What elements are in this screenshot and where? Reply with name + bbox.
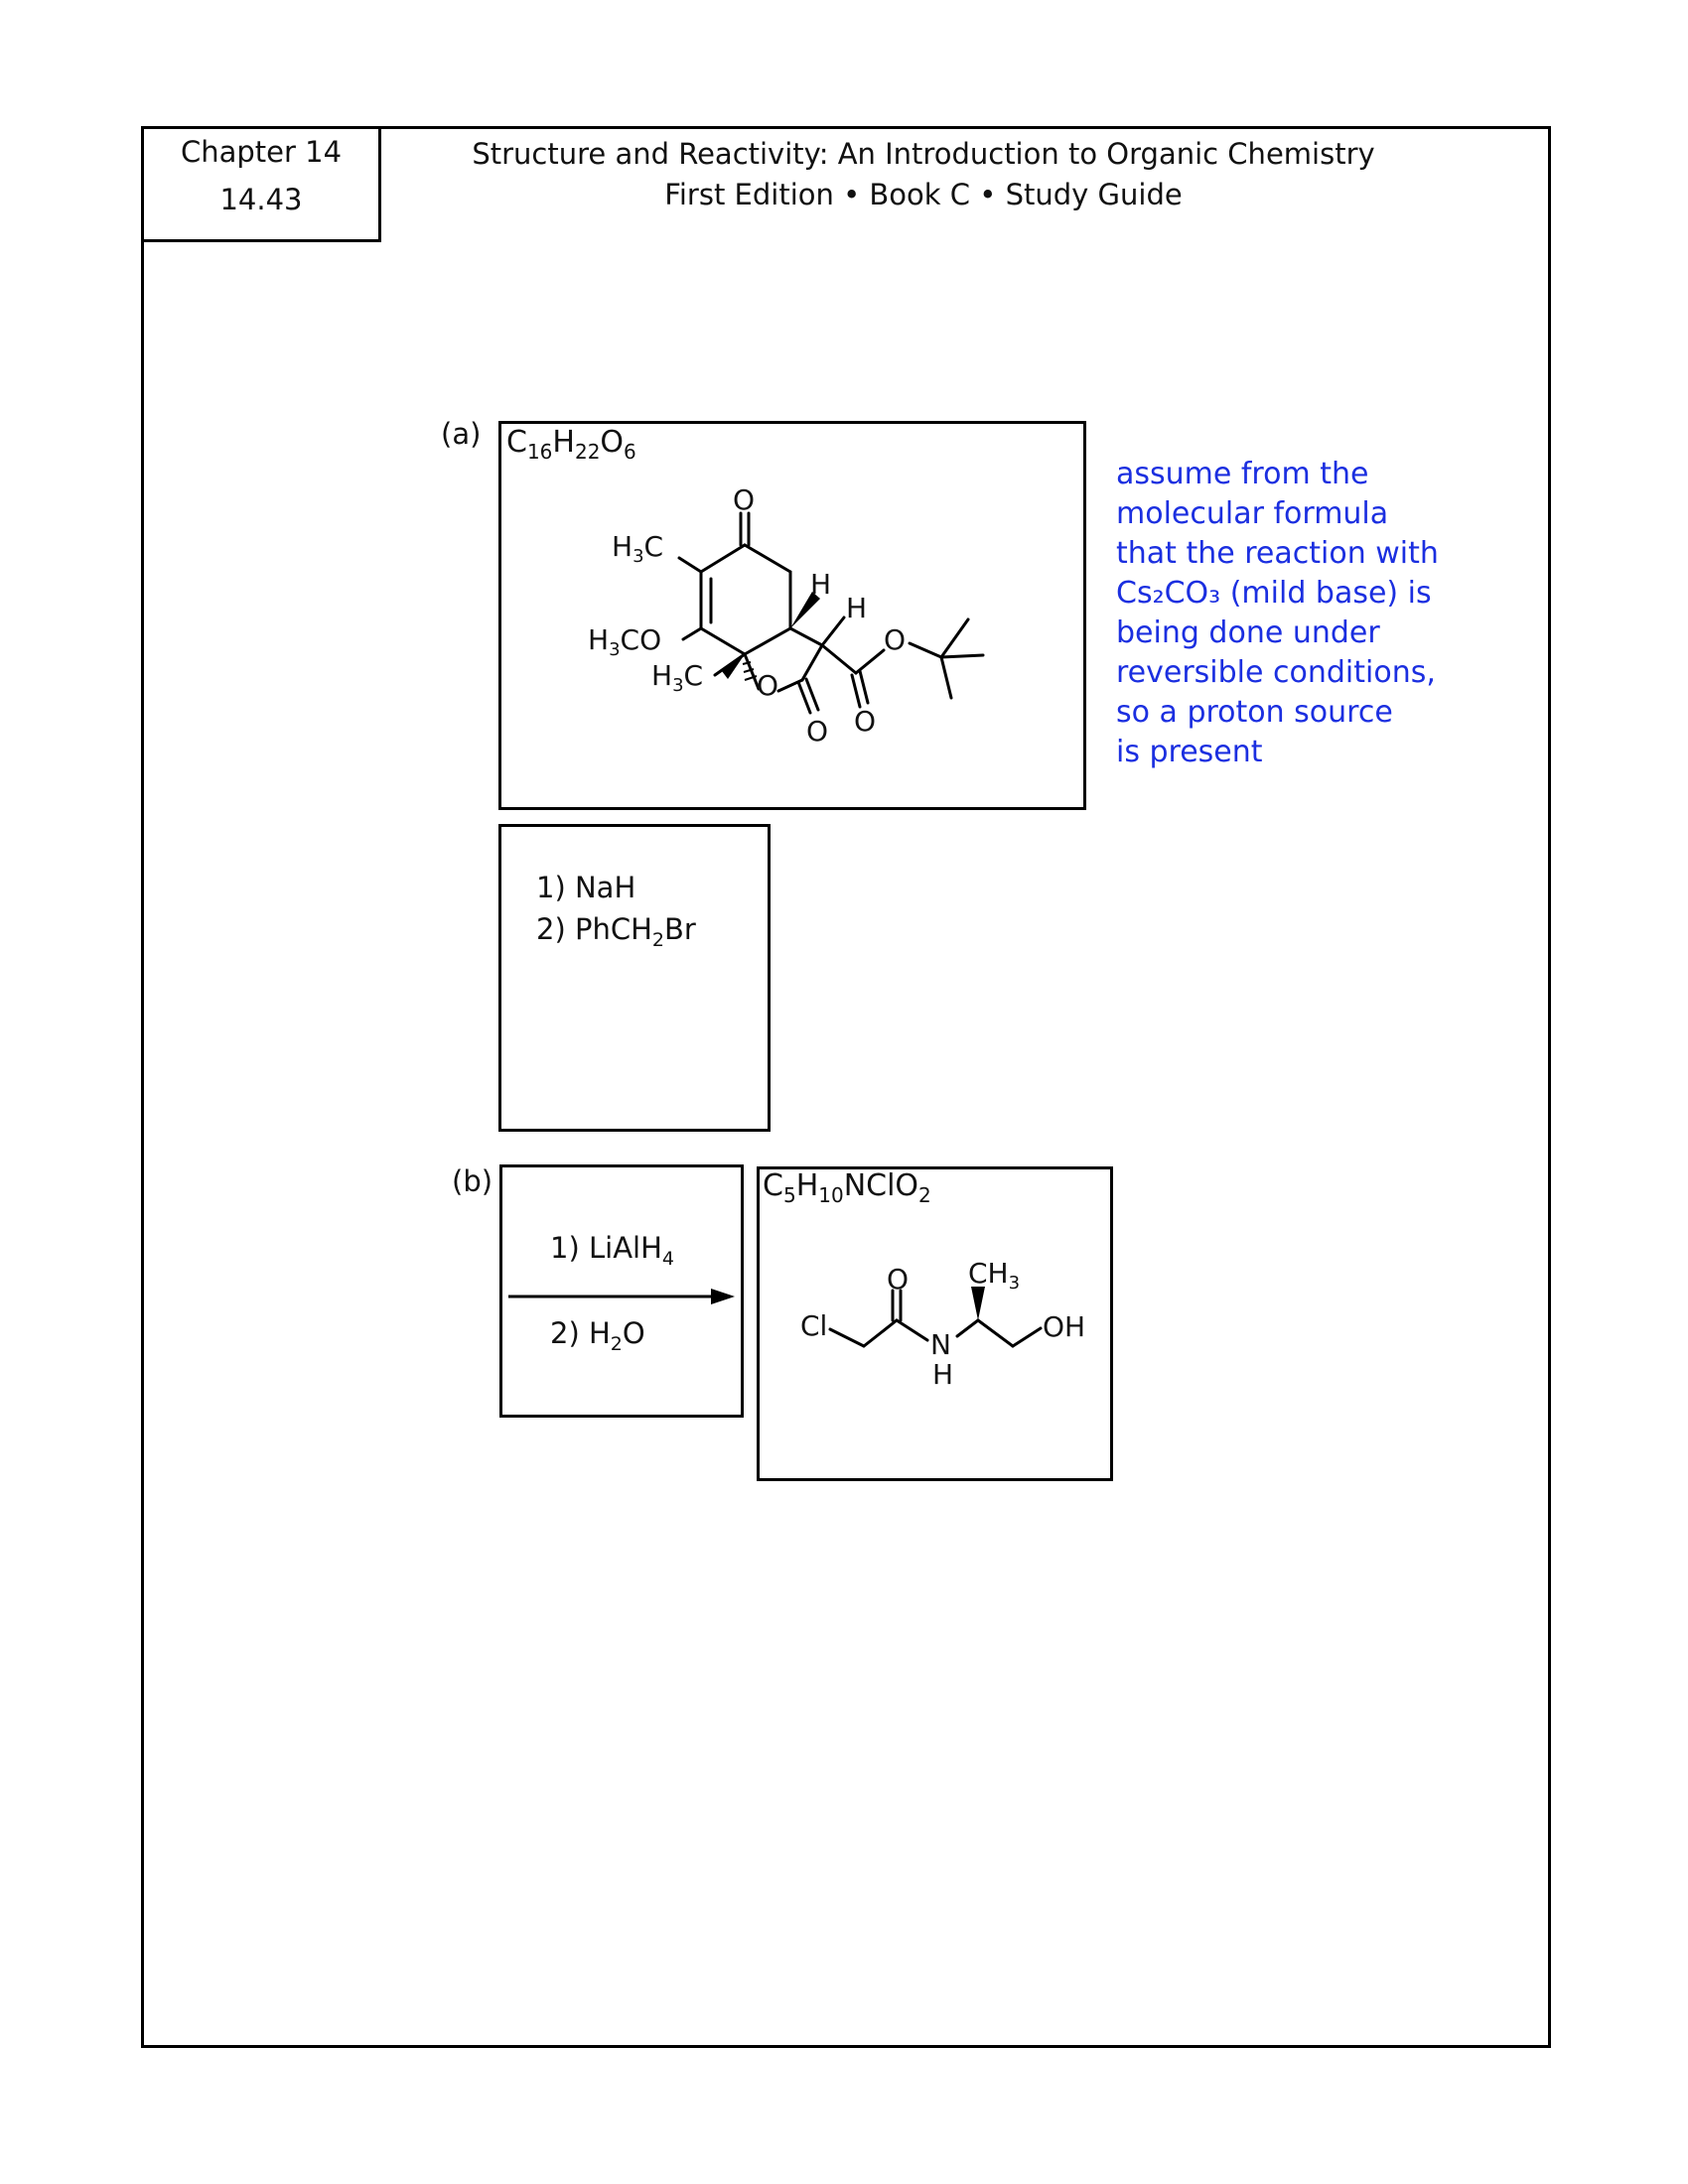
note-line: molecular formula <box>1116 496 1389 531</box>
chapter-label: Chapter 14 <box>180 135 343 169</box>
methoxy-label: $H_3CO$ <box>588 623 662 660</box>
part-a-label: (a) <box>441 417 482 451</box>
ring-oxygen-label: O <box>757 669 779 702</box>
edition-line: First Edition • Book C • Study Guide <box>664 178 1183 211</box>
amide-hydrogen-label: H <box>932 1358 954 1391</box>
reagent-step-1: 1) NaH <box>536 871 636 904</box>
note-line: that the reaction with <box>1116 536 1439 571</box>
hydrogen-label-2: H <box>846 592 868 624</box>
methyl-top-label: $H_3C$ <box>612 530 664 567</box>
nitrogen-label: N <box>930 1328 951 1361</box>
hydrogen-label-1: H <box>810 568 832 601</box>
note-line: reversible conditions, <box>1116 655 1436 690</box>
lactone-carbonyl-oxygen-label: O <box>806 715 829 748</box>
ester-carbonyl-oxygen-label: O <box>854 705 877 738</box>
note-line: being done under <box>1116 615 1380 650</box>
part-b-label: (b) <box>452 1164 493 1198</box>
note-line: so a proton source <box>1116 695 1393 730</box>
carbonyl-oxygen-label: O <box>887 1263 910 1296</box>
methyl-low-label: $H_3C$ <box>651 659 704 696</box>
part-a-formula: $C_{16}H_{22}O_6$ <box>506 425 636 464</box>
note-line: Cs₂CO₃ (mild base) is <box>1116 576 1432 611</box>
part-b-reagent-2: 2) $H_2O$ <box>550 1316 645 1355</box>
reagent-step-2: 2) PhCH$_2$Br <box>536 912 696 951</box>
hydroxyl-label: OH <box>1043 1310 1086 1343</box>
book-title: Structure and Reactivity: An Introduction to Organic Chemistry <box>472 137 1375 171</box>
note-line: assume from the <box>1116 457 1369 491</box>
ketone-oxygen-label: O <box>733 483 756 516</box>
methyl-label: $CH_3$ <box>968 1257 1021 1294</box>
part-b-reagent-1: 1) LiAlH$_4$ <box>550 1231 674 1270</box>
problem-number: 14.43 <box>219 183 303 216</box>
ester-oxygen-label: O <box>884 623 907 656</box>
chlorine-label: Cl <box>800 1309 828 1342</box>
part-b-formula: $C_5H_{10}NClO_2$ <box>763 1168 931 1207</box>
note-line: is present <box>1116 735 1263 769</box>
